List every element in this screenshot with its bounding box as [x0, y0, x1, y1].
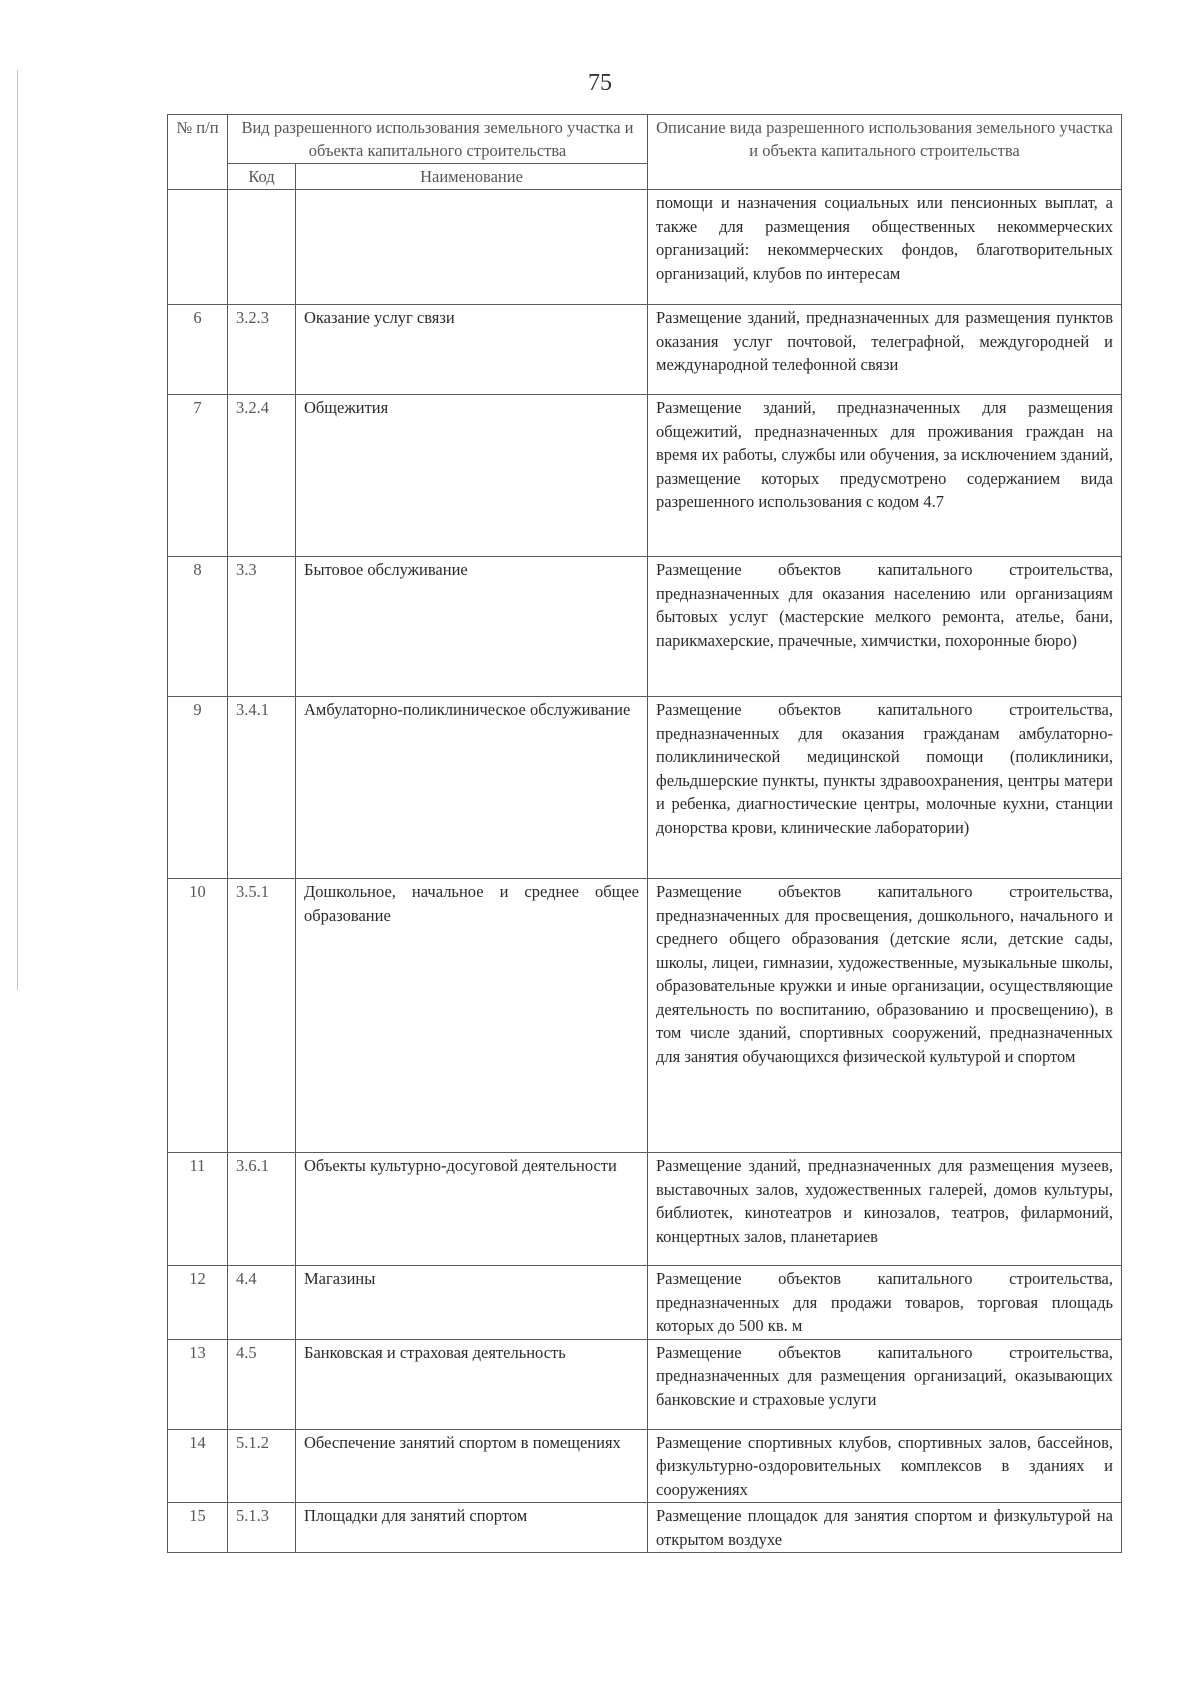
row-num: 10: [168, 879, 228, 1153]
row-description: Размещение зданий, предназначенных для размещения пунктов оказания услуг почтовой, телеграфной, междугородней и международной телефонной связи: [648, 305, 1122, 395]
row-code: 3.5.1: [228, 879, 296, 1153]
row-name: Площадки для занятий спортом: [296, 1503, 648, 1553]
row-num: 14: [168, 1429, 228, 1503]
table-row: [168, 1153, 1122, 1266]
table-header: [168, 115, 1122, 190]
table-row: [168, 879, 1122, 1153]
table-row: [168, 1266, 1122, 1340]
table-row: [168, 1339, 1122, 1429]
row-code: 3.2.3: [228, 305, 296, 395]
table-row: [168, 395, 1122, 557]
row-name: Банковская и страховая деятельность: [296, 1339, 648, 1429]
row-code: 5.1.3: [228, 1503, 296, 1553]
row-description: Размещение объектов капитального строительства, предназначенных для продажи товаров, торговая площадь которых до 500 кв. м: [648, 1266, 1122, 1340]
row-num: 12: [168, 1266, 228, 1340]
row-description: Размещение объектов капитального строительства, предназначенных для оказания гражданам амбулаторно-поликлинической медицинской помощи (поликлиники, фельдшерские пункты, пункты здравоохранения, центры матери и ребенка, диагностические центры, молочные кухни, станции донорства крови, клинические лаборатории): [648, 697, 1122, 879]
page-number: 75: [588, 70, 612, 96]
row-num: 13: [168, 1339, 228, 1429]
row-name: Обеспечение занятий спортом в помещениях: [296, 1429, 648, 1503]
row-description: Размещение зданий, предназначенных для размещения общежитий, предназначенных для проживания граждан на время их работы, службы или обучения, за исключением зданий, размещение которых предусмотрено содержанием вида разрешенного использования с кодом 4.7: [648, 395, 1122, 557]
table-row: [168, 190, 1122, 305]
row-description: Размещение объектов капитального строительства, предназначенных для оказания населению или организациям бытовых услуг (мастерские мелкого ремонта, ателье, бани, парикмахерские, прачечные, химчистки, похоронные бюро): [648, 557, 1122, 697]
row-num: 8: [168, 557, 228, 697]
row-name: Бытовое обслуживание: [296, 557, 648, 697]
row-name: [296, 190, 648, 305]
row-description: Размещение объектов капитального строительства, предназначенных для размещения организаций, оказывающих банковские и страховые услуги: [648, 1339, 1122, 1429]
row-num: [168, 190, 228, 305]
header-name: Наименование: [296, 164, 648, 190]
row-name: Оказание услуг связи: [296, 305, 648, 395]
row-code: 3.3: [228, 557, 296, 697]
row-code: 3.6.1: [228, 1153, 296, 1266]
table-row: [168, 1429, 1122, 1503]
row-name: Магазины: [296, 1266, 648, 1340]
table-body: [168, 190, 1122, 1553]
row-name: Общежития: [296, 395, 648, 557]
row-name: Амбулаторно-поликлиническое обслуживание: [296, 697, 648, 879]
row-num: 6: [168, 305, 228, 395]
table-row: [168, 1503, 1122, 1553]
land-use-table: [167, 114, 1122, 1553]
header-num: № п/п: [168, 115, 228, 190]
row-description: Размещение объектов капитального строительства, предназначенных для просвещения, дошкольного, начального и среднего общего образования (детские ясли, детские сады, школы, лицеи, гимназии, художественные, музыкальные школы, образовательные кружки и иные организации, осуществляющие деятельность по воспитанию, образованию и просвещению), в том числе зданий, спортивных сооружений, предназначенных для занятия обучающихся физической культурой и спортом: [648, 879, 1122, 1153]
row-description: Размещение площадок для занятия спортом и физкультурой на открытом воздухе: [648, 1503, 1122, 1553]
table-row: [168, 305, 1122, 395]
scan-edge-line: [17, 70, 18, 990]
row-code: 3.2.4: [228, 395, 296, 557]
row-code: 4.4: [228, 1266, 296, 1340]
row-code: [228, 190, 296, 305]
header-code: Код: [228, 164, 296, 190]
table-row: [168, 697, 1122, 879]
row-code: 3.4.1: [228, 697, 296, 879]
row-name: Объекты культурно-досуговой деятельности: [296, 1153, 648, 1266]
row-code: 4.5: [228, 1339, 296, 1429]
row-num: 15: [168, 1503, 228, 1553]
header-group: Вид разрешенного использования земельного участка и объекта капитального строительства: [228, 115, 648, 164]
row-num: 7: [168, 395, 228, 557]
table-row: [168, 557, 1122, 697]
row-num: 11: [168, 1153, 228, 1266]
row-description: помощи и назначения социальных или пенсионных выплат, а также для размещения общественных некоммерческих организаций: некоммерческих фондов, благотворительных организаций, клубов по интересам: [648, 190, 1122, 305]
row-name: Дошкольное, начальное и среднее общее образование: [296, 879, 648, 1153]
row-code: 5.1.2: [228, 1429, 296, 1503]
header-description: Описание вида разрешенного использования земельного участка и объекта капитального строительства: [648, 115, 1122, 190]
row-num: 9: [168, 697, 228, 879]
row-description: Размещение спортивных клубов, спортивных залов, бассейнов, физкультурно-оздоровительных комплексов в зданиях и сооружениях: [648, 1429, 1122, 1503]
row-description: Размещение зданий, предназначенных для размещения музеев, выставочных залов, художественных галерей, домов культуры, библиотек, кинотеатров и кинозалов, театров, филармоний, концертных залов, планетариев: [648, 1153, 1122, 1266]
